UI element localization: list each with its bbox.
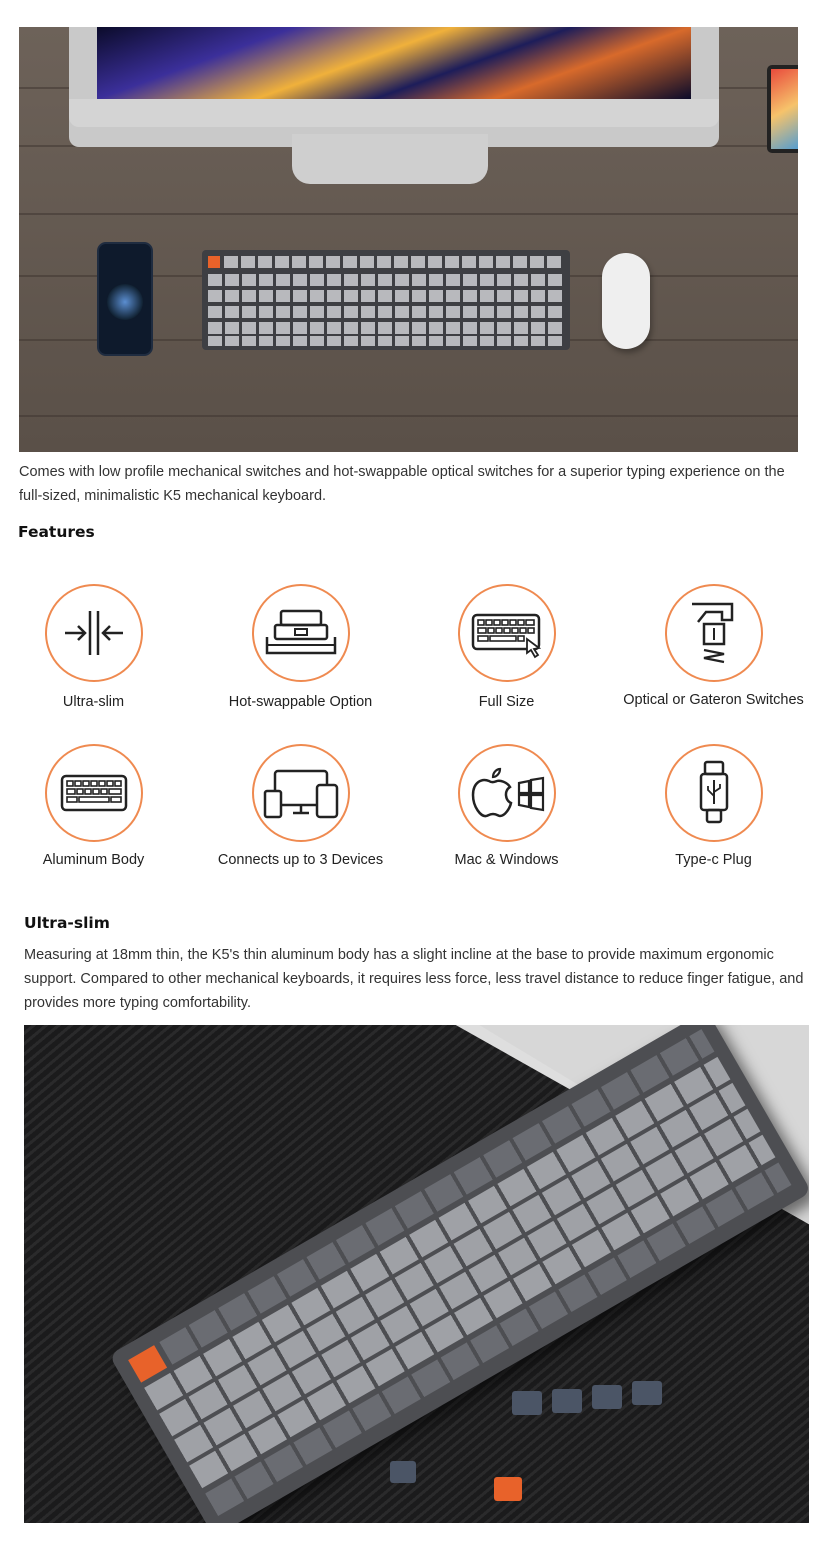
devices-icon [252, 744, 350, 842]
usb-c-plug-icon [665, 744, 763, 842]
hot-swap-icon [252, 584, 350, 682]
feature-label: Optical or Gateron Switches [623, 692, 804, 708]
feature-label: Aluminum Body [42, 852, 145, 868]
loose-keycap [632, 1381, 662, 1405]
feature-label: Type-c Plug [675, 852, 752, 868]
switch-icon [665, 584, 763, 682]
hero-product-photo [19, 27, 798, 452]
keyboard-body-icon [45, 744, 143, 842]
feature-label: Ultra-slim [62, 694, 125, 710]
feature-label: Connects up to 3 Devices [217, 852, 384, 868]
feature-switches [610, 584, 817, 708]
loose-keycap-orange [494, 1477, 522, 1501]
mouse [602, 253, 650, 349]
feature-ultra-slim [0, 584, 197, 710]
ultra-slim-text: Measuring at 18mm thin, the K5's thin aluminum body has a slight incline at the base to provide maximum ergonomic support. Compared to other mechanical keyboards, it requires less force, less travel distance to reduce finger fatigue, and provides more typing comfortability. [24, 947, 804, 1011]
intro-text: Comes with low profile mechanical switches and hot-swappable optical switches for a superior typing experience on the full-sized, minimalistic K5 mechanical keyboard. [19, 464, 785, 504]
loose-keycap [390, 1461, 416, 1483]
feature-label: Full Size [478, 694, 535, 710]
feature-devices [197, 744, 404, 868]
feature-mac-windows [403, 744, 610, 868]
ultra-slim-icon [45, 584, 143, 682]
keyboard-angled [109, 1025, 809, 1523]
apple-windows-icon [458, 744, 556, 842]
feature-type-c [610, 744, 817, 868]
feature-full-size [403, 584, 610, 710]
loose-keycap [592, 1385, 622, 1409]
feature-label: Mac & Windows [454, 852, 559, 868]
ultra-slim-heading: Ultra-slim [24, 914, 110, 932]
feature-aluminum-body [0, 744, 197, 868]
loose-keycap [512, 1391, 542, 1415]
keyboard-angled-photo [24, 1025, 809, 1523]
features-heading: Features [18, 523, 95, 541]
feature-hot-swappable [197, 584, 404, 710]
loose-keycap [552, 1389, 582, 1413]
monitor-stand [292, 134, 488, 184]
tablet [767, 65, 798, 153]
monitor [69, 27, 719, 147]
feature-label: Hot-swappable Option [228, 694, 373, 710]
smartphone [97, 242, 153, 356]
keyboard-top-view [202, 250, 570, 350]
full-size-keyboard-icon [458, 584, 556, 682]
